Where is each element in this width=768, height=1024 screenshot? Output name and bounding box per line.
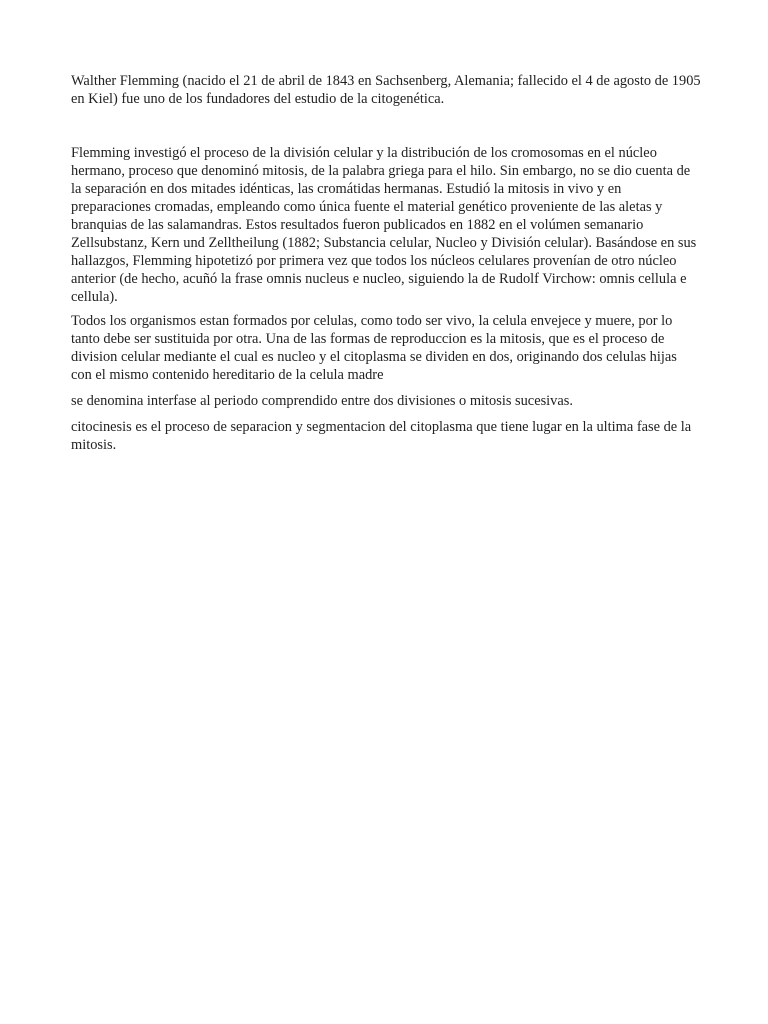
paragraph-intro: Walther Flemming (nacido el 21 de abril de 1843 en Sachsenberg, Alemania; fallecido el 4 de agosto de 1905 en Kiel) fue uno de los fundadores del estudio de la citogenética. — [71, 73, 701, 107]
paragraph-cytokinesis: citocinesis es el proceso de separacion y segmentacion del citoplasma que tiene lugar en la ultima fase de la mitosis. — [71, 419, 692, 453]
paragraph-interphase: se denomina interfase al periodo comprendido entre dos divisiones o mitosis sucesivas. — [71, 393, 573, 409]
paragraph-organisms-mitosis: Todos los organismos estan formados por celulas, como todo ser vivo, la celula envejece y muere, por lo tanto debe ser sustituida por otra. Una de las formas de reproduccion es la mitosis, que es el proceso de division celular mediante el cual es nucleo y el citoplasma se dividen en dos, originando dos celulas hijas con el mismo contenido hereditario de la celula madre — [71, 313, 677, 383]
document-page — [71, 72, 701, 454]
paragraph-flemming-research: Flemming investigó el proceso de la división celular y la distribución de los cromosomas en el núcleo hermano, proceso que denominó mitosis, de la palabra griega para el hilo. Sin embargo, no se dio cuenta de la separación en dos mitades idénticas, las cromátidas hermanas. Estudió la mitosis in vivo y en preparaciones cromadas, empleando como única fuente el material genético proveniente de las aletas y branquias de las salamandras. Estos resultados fueron publicados en 1882 en el volúmen semanario Zellsubstanz, Kern und Zelltheilung (1882; Substancia celular, Nucleo y División celular). Basándose en sus hallazgos, Flemming hipotetizó por primera vez que todos los núcleos celulares provenían de otro núcleo anterior (de hecho, acuñó la frase omnis nucleus e nucleo, siguiendo la de Rudolf Virchow: omnis cellula e cellula). — [71, 145, 697, 305]
